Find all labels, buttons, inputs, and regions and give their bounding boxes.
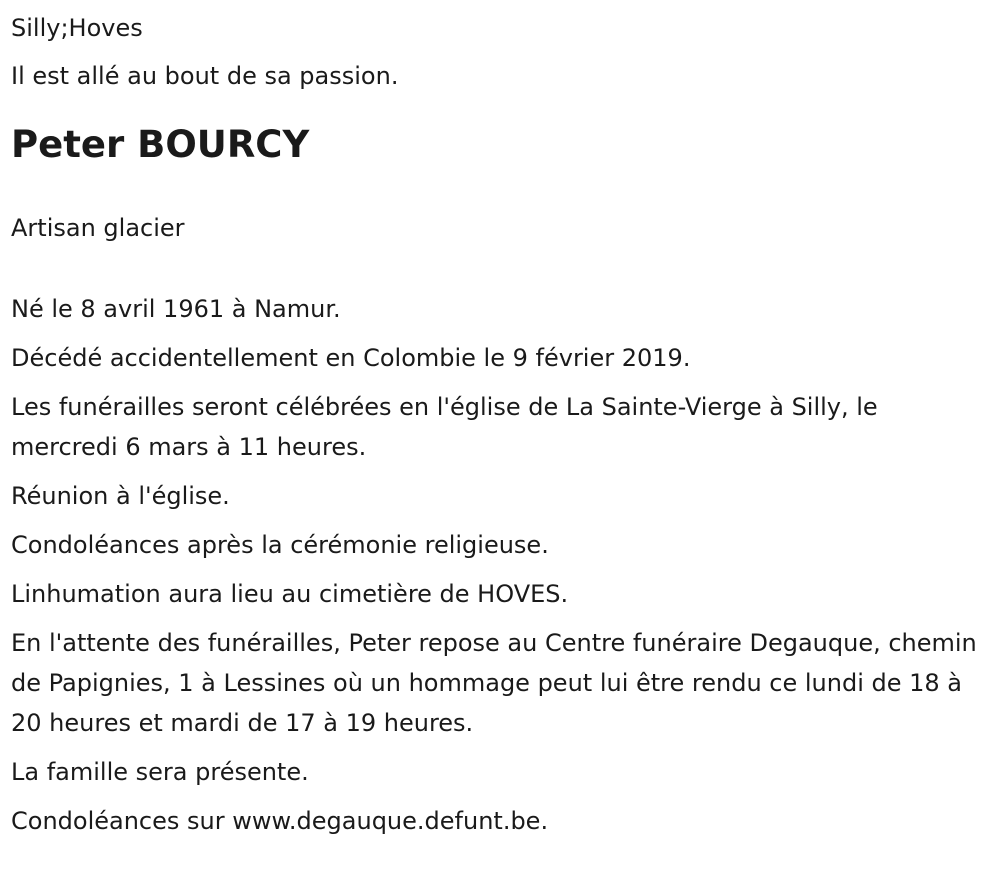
visitation-info: En l'attente des funérailles, Peter repose au Centre funéraire Degauque, chemin de Papignies, 1 à Lessines où un hommage peut lui être rendu ce lundi de 18 à 20 heures et mardi de 17 à 19 heures. <box>11 629 977 737</box>
tagline: Il est allé au bout de sa passion. <box>11 62 399 90</box>
deceased-name: Peter BOURCY <box>11 123 310 166</box>
death-info: Décédé accidentellement en Colombie le 9 février 2019. <box>11 344 691 372</box>
birth-info: Né le 8 avril 1961 à Namur. <box>11 295 341 323</box>
obituary-notice <box>11 8 991 841</box>
condolences-online: Condoléances sur www.degauque.defunt.be. <box>11 807 549 835</box>
meeting-info: Réunion à l'église. <box>11 482 230 510</box>
location-line: Silly;Hoves <box>11 14 143 42</box>
burial-info: Linhumation aura lieu au cimetière de HOVES. <box>11 580 569 608</box>
profession: Artisan glacier <box>11 214 185 242</box>
funeral-info: Les funérailles seront célébrées en l'église de La Sainte-Vierge à Silly, le mercredi 6 mars à 11 heures. <box>11 393 878 461</box>
family-info: La famille sera présente. <box>11 758 309 786</box>
condolences-after: Condoléances après la cérémonie religieuse. <box>11 531 549 559</box>
